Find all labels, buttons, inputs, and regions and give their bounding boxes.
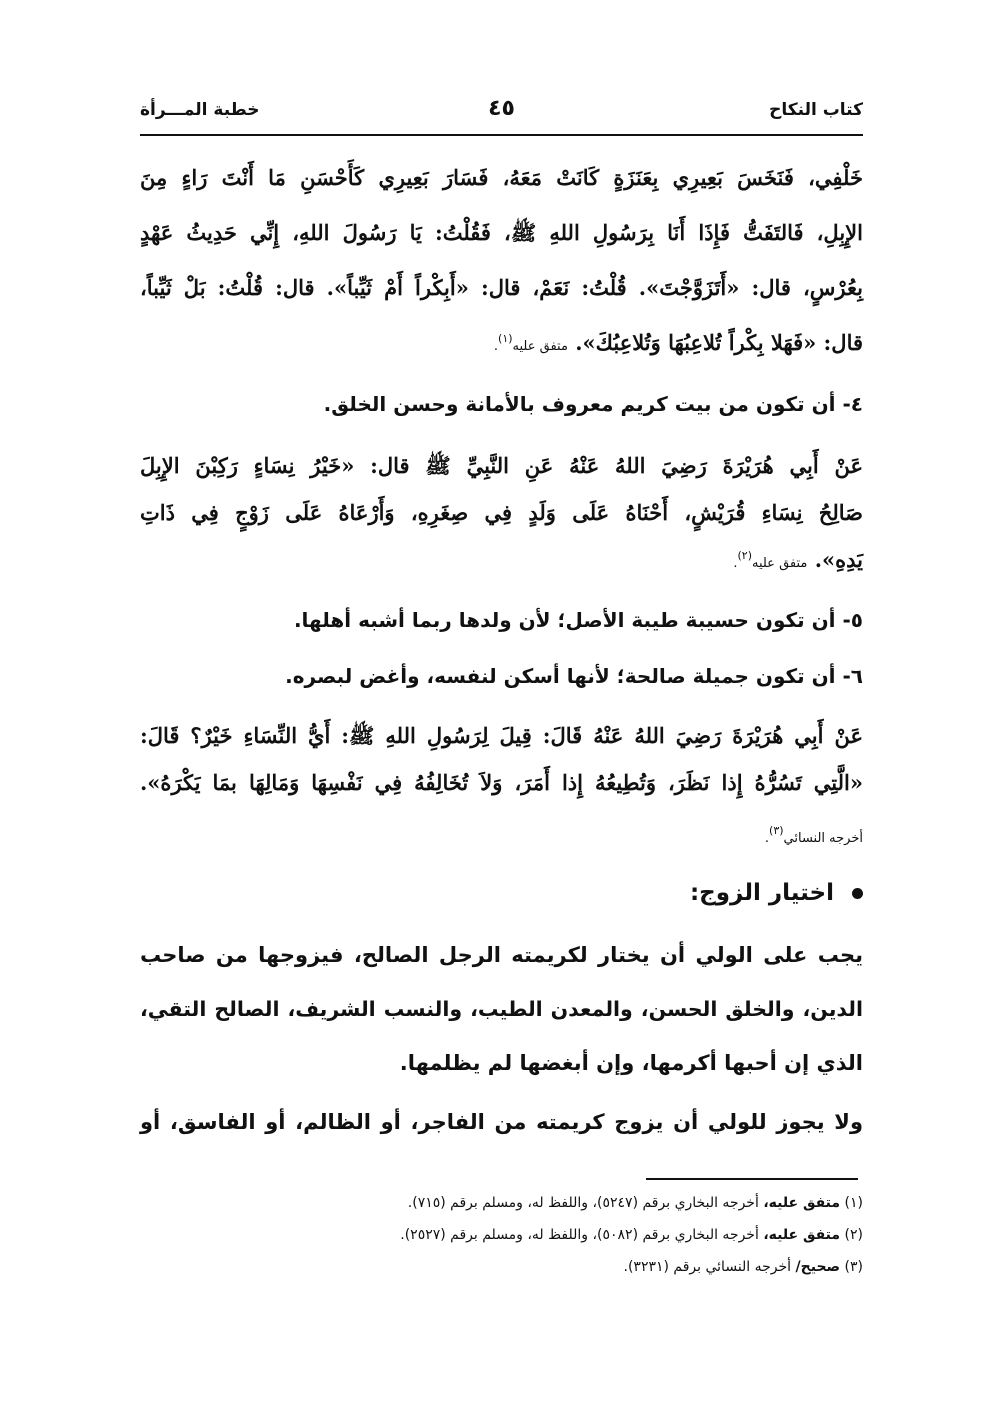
chapter-title: خطبة المـــرأة <box>140 100 260 120</box>
footnote-1 <box>408 1195 863 1211</box>
header-divider <box>140 134 863 136</box>
book-title: كتاب النكاح <box>769 100 863 120</box>
para1-line2: الدين، والخلق الحسن، والمعدن الطيب، والنسب الشريف، الصالح التقي، <box>140 997 863 1021</box>
footnote-1-number: (١) <box>844 1195 863 1211</box>
footnote-ref-2: (٢) <box>737 549 752 562</box>
hadith1-source: متفق عليه <box>512 339 568 354</box>
point-4: ٤- أن تكون من بيت كريم معروف بالأمانة وحسن الخلق. <box>323 392 863 416</box>
hadith2-line1: عَنْ أَبِي هُرَيْرَةَ رَضِيَ اللهُ عَنْهُ عَنِ النَّبِيِّ ﷺ قال: «خَيْرُ نِسَاءٍ رَكِبْنَ الإِبِلَ <box>140 453 863 478</box>
footnote-3-text: أخرجه النسائي برقم (٣٢٣١). <box>623 1259 796 1275</box>
para2-line1: ولا يجوز للولي أن يزوج كريمته من الفاجر، أو الظالم، أو الفاسق، أو <box>140 1110 863 1134</box>
page-number: ٤٥ <box>488 96 515 121</box>
hadith2-line3: يَدِهِ». متفق عليه$^{(٢)}$. <box>733 547 863 572</box>
hadith2-line2: صَالِحُ نِسَاءِ قُرَيْشٍ، أَحْنَاهُ عَلَى وَلَدٍ فِي صِغَرِهِ، وَأَرْعَاهُ عَلَى زَوْجٍ فِي ذَاتِ <box>140 500 863 525</box>
footnote-ref-1: (١) <box>498 332 513 345</box>
footnote-2-label: متفق عليه، <box>763 1227 841 1243</box>
footnote-3 <box>624 1259 864 1275</box>
point-5: ٥- أن تكون حسيبة طيبة الأصل؛ لأن ولدها ربما أشبه أهلها. <box>293 608 863 632</box>
footnote-divider <box>646 1178 858 1180</box>
hadith3-source: أخرجه النسائي <box>783 831 863 846</box>
footnote-3-number: (٣) <box>844 1259 863 1275</box>
footnote-2-number: (٢) <box>844 1227 863 1243</box>
point-6: ٦- أن تكون جميلة صالحة؛ لأنها أسكن لنفسه، وأغض لبصره. <box>285 664 863 688</box>
hadith3-line2: «الَّتِي تَسُرُّهُ إِذا نَظَرَ، وَتُطِيعُهُ إِذا أَمَرَ، وَلاَ تُخَالِفُهُ فِي نَفْسِهَا وَمَالِهَا بمَا يَكْرَهُ». <box>140 770 863 795</box>
hadith3-line3: أخرجه النسائي$^{(٣)}$. <box>764 824 863 846</box>
running-header <box>140 94 863 130</box>
hadith1-quote-end: قال: «فَهَلا بِكْراً تُلاعِبُهَا وَتُلاعِبُكَ». <box>575 330 863 355</box>
section-heading <box>690 880 863 906</box>
footnote-2 <box>400 1227 863 1243</box>
hadith3-line1: عَنْ أَبِي هُرَيْرَةَ رَضِيَ اللهُ عَنْهُ قَالَ: قِيلَ لِرَسُولِ اللهِ ﷺ: أَيُّ النِّسَاءِ خَيْرٌ؟ قَالَ: <box>140 723 863 748</box>
para1-line1: يجب على الولي أن يختار لكريمته الرجل الصالح، فيزوجها من صاحب <box>140 943 863 967</box>
bullet-icon <box>852 888 863 899</box>
footnote-1-label: متفق عليه، <box>763 1195 841 1211</box>
footnote-3-label: صحيح/ <box>795 1259 841 1275</box>
footnote-1-text: أخرجه البخاري برقم (٥٢٤٧)، واللفظ له، ومسلم برقم (٧١٥). <box>407 1195 764 1211</box>
hadith1-line2: الإِبِلِ، فَالتَفَتُّ فَإِذَا أَنَا بِرَسُولِ اللهِ ﷺ، فَقُلْتُ: يَا رَسُولَ اللهِ، إِنِّي حَدِيثُ عَهْدٍ <box>140 220 863 245</box>
hadith2-source: متفق عليه <box>751 556 808 571</box>
footnote-2-text: أخرجه البخاري برقم (٥٠٨٢)، واللفظ له، ومسلم برقم (٢٥٢٧). <box>400 1227 764 1243</box>
hadith1-line4: قال: «فَهَلا بِكْراً تُلاعِبُهَا وَتُلاعِبُكَ». متفق عليه$^{(١)}$. <box>493 330 863 355</box>
hadith1-line3: بِعُرْسٍ، قال: «أَتَزَوَّجْتَ». قُلْتُ: نَعَمْ، قال: «أَبِكْراً أَمْ ثَيِّباً». قال: قُلْتُ: بَلْ ثَيِّباً، <box>140 275 863 300</box>
hadith1-line1: خَلْفِي، فَنَخَسَ بَعِيرِي بِعَنَزَةٍ كَانَتْ مَعَهُ، فَسَارَ بَعِيرِي كَأَحْسَنِ مَا أَنْتَ رَاءٍ مِنَ <box>140 165 863 190</box>
footnote-ref-3: (٣) <box>769 824 784 837</box>
hadith2-quote-end: يَدِهِ». <box>814 547 863 572</box>
section-heading-text: اختيار الزوج: <box>689 880 834 906</box>
para1-line3: الذي إن أحبها أكرمها، وإن أبغضها لم يظلمها. <box>399 1051 863 1075</box>
